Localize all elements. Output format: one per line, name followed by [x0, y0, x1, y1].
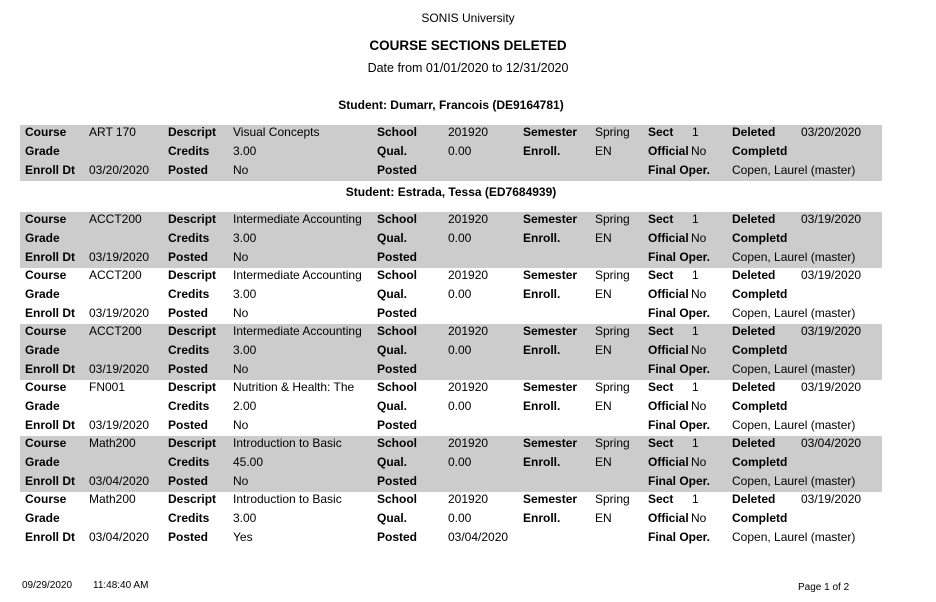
course-record — [20, 268, 882, 324]
deleted-value: 03/19/2020 — [801, 212, 862, 226]
posted2-label: Posted — [377, 250, 418, 264]
report-date-range: Date from 01/01/2020 to 12/31/2020 — [367, 61, 569, 75]
descript-value: Nutrition & Health: The — [233, 380, 355, 394]
enroll-dt-value: 03/04/2020 — [89, 530, 150, 544]
print-date: 09/29/2020 — [22, 580, 73, 591]
descript-label: Descript — [168, 492, 217, 506]
posted-label: Posted — [168, 163, 209, 177]
deleted-value: 03/04/2020 — [801, 436, 862, 450]
descript-label: Descript — [168, 125, 217, 139]
final-oper-value: Copen, Laurel (master) — [732, 250, 856, 264]
enroll-dt-value: 03/20/2020 — [89, 163, 150, 177]
descript-value: Introduction to Basic — [233, 436, 342, 450]
enroll-label: Enroll. — [523, 399, 561, 413]
sect-value: 1 — [692, 125, 699, 139]
completd-label: Completd — [732, 511, 788, 525]
course-value: ACCT200 — [89, 212, 142, 226]
semester-value: Spring — [595, 492, 630, 506]
semester-label: Semester — [523, 268, 578, 282]
official-label: Official — [648, 343, 689, 357]
credits-label: Credits — [168, 399, 210, 413]
course-label: Course — [25, 212, 67, 226]
final-oper-label: Final Oper. — [648, 362, 711, 376]
grade-label: Grade — [25, 399, 60, 413]
school-value: 201920 — [448, 492, 489, 506]
credits-label: Credits — [168, 343, 210, 357]
semester-label: Semester — [523, 436, 578, 450]
descript-label: Descript — [168, 324, 217, 338]
qual-value: 0.00 — [448, 399, 472, 413]
course-value: ACCT200 — [89, 268, 142, 282]
posted2-label: Posted — [377, 418, 418, 432]
qual-value: 0.00 — [448, 343, 472, 357]
deleted-value: 03/19/2020 — [801, 324, 862, 338]
course-label: Course — [25, 436, 67, 450]
qual-value: 0.00 — [448, 231, 472, 245]
semester-value: Spring — [595, 324, 630, 338]
enroll-dt-value: 03/04/2020 — [89, 474, 150, 488]
course-record — [20, 125, 882, 181]
semester-label: Semester — [523, 380, 578, 394]
descript-label: Descript — [168, 212, 217, 226]
enroll-label: Enroll. — [523, 144, 561, 158]
final-oper-label: Final Oper. — [648, 250, 711, 264]
completd-label: Completd — [732, 231, 788, 245]
credits-value: 45.00 — [233, 455, 264, 469]
enroll-dt-label: Enroll Dt — [25, 362, 75, 376]
qual-label: Qual. — [377, 287, 408, 301]
course-value: Math200 — [89, 436, 136, 450]
final-oper-value: Copen, Laurel (master) — [732, 530, 856, 544]
qual-label: Qual. — [377, 144, 408, 158]
course-label: Course — [25, 492, 67, 506]
posted-value: No — [233, 306, 249, 320]
credits-label: Credits — [168, 455, 210, 469]
grade-label: Grade — [25, 231, 60, 245]
page-indicator: Page 1 of 2 — [798, 582, 850, 593]
semester-label: Semester — [523, 492, 578, 506]
enroll-dt-value: 03/19/2020 — [89, 250, 150, 264]
enroll-label: Enroll. — [523, 455, 561, 469]
sect-value: 1 — [692, 380, 699, 394]
completd-label: Completd — [732, 399, 788, 413]
deleted-label: Deleted — [732, 380, 776, 394]
posted2-label: Posted — [377, 306, 418, 320]
qual-label: Qual. — [377, 343, 408, 357]
final-oper-value: Copen, Laurel (master) — [732, 163, 856, 177]
course-label: Course — [25, 324, 67, 338]
final-oper-label: Final Oper. — [648, 418, 711, 432]
grade-label: Grade — [25, 343, 60, 357]
final-oper-value: Copen, Laurel (master) — [732, 418, 856, 432]
qual-label: Qual. — [377, 511, 408, 525]
qual-value: 0.00 — [448, 287, 472, 301]
completd-label: Completd — [732, 343, 788, 357]
posted-value: No — [233, 250, 249, 264]
enroll-value: EN — [595, 287, 612, 301]
credits-value: 3.00 — [233, 144, 257, 158]
final-oper-label: Final Oper. — [648, 474, 711, 488]
school-value: 201920 — [448, 324, 489, 338]
sect-label: Sect — [648, 212, 674, 226]
sect-value: 1 — [692, 268, 699, 282]
sect-label: Sect — [648, 492, 674, 506]
posted2-label: Posted — [377, 362, 418, 376]
semester-value: Spring — [595, 380, 630, 394]
credits-label: Credits — [168, 231, 210, 245]
enroll-label: Enroll. — [523, 287, 561, 301]
university-name: SONIS University — [421, 11, 515, 25]
posted-label: Posted — [168, 530, 209, 544]
final-oper-label: Final Oper. — [648, 306, 711, 320]
deleted-label: Deleted — [732, 212, 776, 226]
deleted-label: Deleted — [732, 125, 776, 139]
school-value: 201920 — [448, 212, 489, 226]
course-value: ACCT200 — [89, 324, 142, 338]
enroll-dt-label: Enroll Dt — [25, 418, 75, 432]
enroll-dt-label: Enroll Dt — [25, 163, 75, 177]
qual-value: 0.00 — [448, 144, 472, 158]
enroll-dt-value: 03/19/2020 — [89, 418, 150, 432]
enroll-dt-label: Enroll Dt — [25, 474, 75, 488]
course-value: Math200 — [89, 492, 136, 506]
deleted-label: Deleted — [732, 268, 776, 282]
official-value: No — [691, 287, 707, 301]
course-label: Course — [25, 268, 67, 282]
sect-label: Sect — [648, 380, 674, 394]
student-heading: Student: Estrada, Tessa (ED7684939) — [345, 185, 557, 199]
official-value: No — [691, 511, 707, 525]
school-label: School — [377, 212, 418, 226]
enroll-dt-value: 03/19/2020 — [89, 306, 150, 320]
school-value: 201920 — [448, 436, 489, 450]
enroll-value: EN — [595, 455, 612, 469]
course-record — [20, 436, 882, 492]
official-value: No — [691, 455, 707, 469]
school-label: School — [377, 436, 418, 450]
credits-value: 2.00 — [233, 399, 257, 413]
enroll-dt-label: Enroll Dt — [25, 306, 75, 320]
credits-label: Credits — [168, 511, 210, 525]
deleted-value: 03/20/2020 — [801, 125, 862, 139]
deleted-value: 03/19/2020 — [801, 268, 862, 282]
posted-label: Posted — [168, 362, 209, 376]
course-label: Course — [25, 380, 67, 394]
posted-value: Yes — [233, 530, 253, 544]
descript-value: Intermediate Accounting — [233, 212, 362, 226]
enroll-value: EN — [595, 399, 612, 413]
course-value: ART 170 — [89, 125, 136, 139]
course-record — [20, 492, 882, 548]
deleted-value: 03/19/2020 — [801, 492, 862, 506]
enroll-dt-label: Enroll Dt — [25, 530, 75, 544]
posted-value: No — [233, 362, 249, 376]
enroll-value: EN — [595, 144, 612, 158]
completd-label: Completd — [732, 455, 788, 469]
school-label: School — [377, 380, 418, 394]
sect-value: 1 — [692, 324, 699, 338]
final-oper-label: Final Oper. — [648, 530, 711, 544]
descript-value: Intermediate Accounting — [233, 268, 362, 282]
student-heading: Student: Dumarr, Francois (DE9164781) — [338, 98, 564, 112]
course-label: Course — [25, 125, 67, 139]
descript-value: Intermediate Accounting — [233, 324, 362, 338]
sect-value: 1 — [692, 436, 699, 450]
course-record — [20, 324, 882, 380]
official-value: No — [691, 231, 707, 245]
official-label: Official — [648, 231, 689, 245]
enroll-label: Enroll. — [523, 343, 561, 357]
report-title: COURSE SECTIONS DELETED — [369, 38, 567, 53]
final-oper-value: Copen, Laurel (master) — [732, 362, 856, 376]
credits-value: 3.00 — [233, 231, 257, 245]
sect-value: 1 — [692, 492, 699, 506]
final-oper-value: Copen, Laurel (master) — [732, 306, 856, 320]
deleted-label: Deleted — [732, 436, 776, 450]
qual-value: 0.00 — [448, 455, 472, 469]
descript-value: Visual Concepts — [233, 125, 320, 139]
credits-value: 3.00 — [233, 343, 257, 357]
completd-label: Completd — [732, 287, 788, 301]
school-label: School — [377, 324, 418, 338]
course-record — [20, 380, 882, 436]
sect-label: Sect — [648, 324, 674, 338]
credits-label: Credits — [168, 144, 210, 158]
sect-value: 1 — [692, 212, 699, 226]
qual-value: 0.00 — [448, 511, 472, 525]
official-label: Official — [648, 455, 689, 469]
official-label: Official — [648, 287, 689, 301]
descript-label: Descript — [168, 436, 217, 450]
school-label: School — [377, 125, 418, 139]
credits-label: Credits — [168, 287, 210, 301]
semester-label: Semester — [523, 125, 578, 139]
enroll-dt-value: 03/19/2020 — [89, 362, 150, 376]
official-value: No — [691, 144, 707, 158]
course-value: FN001 — [89, 380, 126, 394]
qual-label: Qual. — [377, 455, 408, 469]
posted-value: No — [233, 163, 249, 177]
final-oper-value: Copen, Laurel (master) — [732, 474, 856, 488]
descript-label: Descript — [168, 380, 217, 394]
final-oper-label: Final Oper. — [648, 163, 711, 177]
posted-label: Posted — [168, 306, 209, 320]
official-label: Official — [648, 511, 689, 525]
school-value: 201920 — [448, 125, 489, 139]
official-value: No — [691, 399, 707, 413]
posted-label: Posted — [168, 250, 209, 264]
enroll-value: EN — [595, 231, 612, 245]
posted2-label: Posted — [377, 474, 418, 488]
sect-label: Sect — [648, 125, 674, 139]
sect-label: Sect — [648, 436, 674, 450]
semester-value: Spring — [595, 268, 630, 282]
semester-value: Spring — [595, 436, 630, 450]
credits-value: 3.00 — [233, 511, 257, 525]
posted-date-value: 03/04/2020 — [448, 530, 509, 544]
completd-label: Completd — [732, 144, 788, 158]
deleted-value: 03/19/2020 — [801, 380, 862, 394]
school-value: 201920 — [448, 380, 489, 394]
deleted-label: Deleted — [732, 492, 776, 506]
deleted-label: Deleted — [732, 324, 776, 338]
posted-label: Posted — [168, 418, 209, 432]
school-value: 201920 — [448, 268, 489, 282]
official-label: Official — [648, 399, 689, 413]
semester-value: Spring — [595, 212, 630, 226]
grade-label: Grade — [25, 144, 60, 158]
posted2-label: Posted — [377, 163, 418, 177]
descript-value: Introduction to Basic — [233, 492, 342, 506]
posted-value: No — [233, 474, 249, 488]
enroll-value: EN — [595, 343, 612, 357]
enroll-dt-label: Enroll Dt — [25, 250, 75, 264]
grade-label: Grade — [25, 287, 60, 301]
semester-value: Spring — [595, 125, 630, 139]
posted2-label: Posted — [377, 530, 418, 544]
school-label: School — [377, 492, 418, 506]
semester-label: Semester — [523, 212, 578, 226]
qual-label: Qual. — [377, 231, 408, 245]
semester-label: Semester — [523, 324, 578, 338]
qual-label: Qual. — [377, 399, 408, 413]
posted-value: No — [233, 418, 249, 432]
grade-label: Grade — [25, 455, 60, 469]
posted-label: Posted — [168, 474, 209, 488]
official-label: Official — [648, 144, 689, 158]
credits-value: 3.00 — [233, 287, 257, 301]
enroll-label: Enroll. — [523, 231, 561, 245]
school-label: School — [377, 268, 418, 282]
sect-label: Sect — [648, 268, 674, 282]
official-value: No — [691, 343, 707, 357]
print-time: 11:48:40 AM — [93, 580, 149, 591]
enroll-label: Enroll. — [523, 511, 561, 525]
course-record — [20, 212, 882, 268]
descript-label: Descript — [168, 268, 217, 282]
enroll-value: EN — [595, 511, 612, 525]
grade-label: Grade — [25, 511, 60, 525]
